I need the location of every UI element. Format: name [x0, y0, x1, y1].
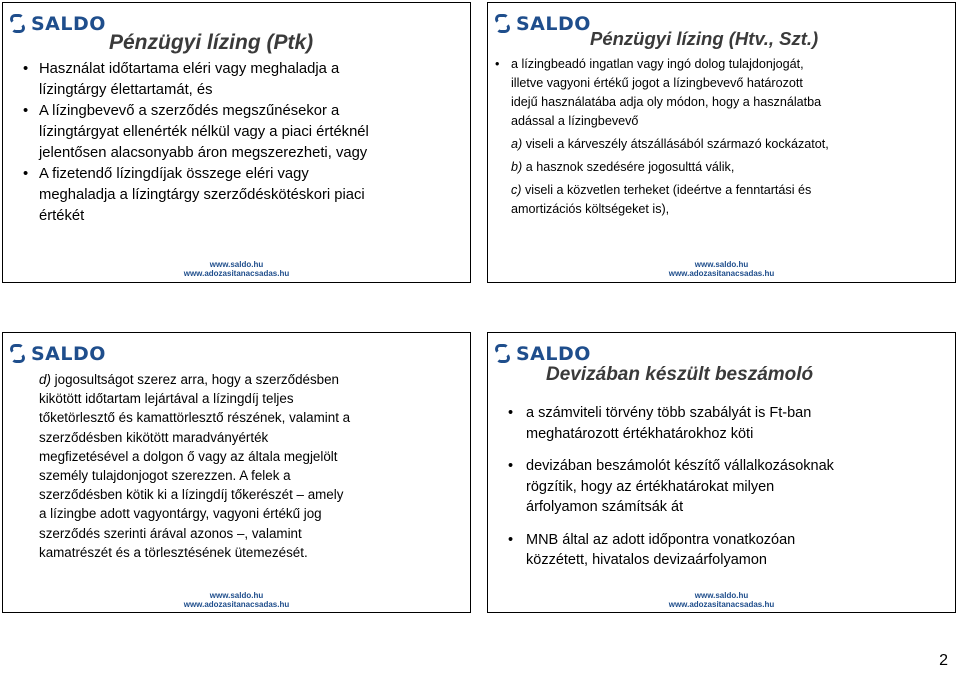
slide-title: Pénzügyi lízing (Ptk)	[109, 31, 314, 54]
footer	[488, 591, 955, 609]
saldo-logo	[9, 343, 106, 365]
item-marker: c)	[511, 183, 522, 197]
footer-link-adozas: www.adozasitanacsadas.hu	[668, 600, 775, 609]
footer-link-adozas: www.adozasitanacsadas.hu	[183, 269, 290, 278]
item-text: a hasznok szedésére jogosulttá válik,	[525, 160, 735, 174]
slide-title: Devizában készült beszámoló	[546, 364, 814, 385]
saldo-s-icon	[9, 14, 27, 34]
slide-htv	[487, 2, 956, 283]
footer-link-saldo: www.saldo.hu	[694, 591, 749, 600]
logo-text: SALDO	[31, 343, 106, 365]
slide-deviza	[487, 332, 956, 613]
saldo-logo	[494, 343, 591, 365]
footer-link-saldo: www.saldo.hu	[209, 260, 264, 269]
bullet-list	[495, 55, 830, 219]
footer	[3, 591, 470, 609]
saldo-logo	[494, 13, 591, 35]
list-item: • Használat időtartama eléri vagy meghaladja a lízingtárgy élettartamát, és	[23, 59, 373, 101]
saldo-s-icon	[9, 344, 27, 364]
list-item	[495, 55, 830, 219]
clause-paragraph	[39, 370, 351, 562]
slide-ptk	[2, 2, 471, 283]
logo-text: SALDO	[31, 13, 106, 35]
clause-marker: d)	[39, 372, 51, 387]
slide-d-clause	[2, 332, 471, 613]
clause-text: jogosultságot szerez arra, hogy a szerződésben kikötött időtartam lejártával a lízingdíj teljes tőketörlesztő és kamattörlesztő részének, valamint a szerződésben kikötött maradványérték megfizetésével a dolgon ő vagy az általa megjelölt személy tulajdonjogot szerezzen. A felek a szerződésben kötik ki a lízingdíj tőkerészét – amely a lízingbe adott vagyontárgy, vagyoni értékű jog szerződés szerinti árával azonos –, valamint kamatrészét és a törlesztésének ütemezését.	[39, 372, 351, 560]
item-text: viseli a közvetlen terheket (ideértve a fenntartási és amortizációs költségeket is),	[511, 183, 812, 216]
saldo-logo	[9, 13, 106, 35]
list-item: • a számviteli törvény több szabályát is Ft-ban meghatározott értékhatárokhoz köti	[508, 403, 848, 444]
footer-link-saldo: www.saldo.hu	[694, 260, 749, 269]
slide-title: Pénzügyi lízing (Htv., Szt.)	[590, 28, 819, 49]
footer	[488, 260, 955, 278]
item-c	[511, 181, 830, 219]
footer	[3, 260, 470, 278]
item-text: viseli a kárveszély átszállásából származó kockázatot,	[525, 137, 829, 151]
item-marker: a)	[511, 137, 523, 151]
item-a	[511, 135, 830, 154]
list-item: • A lízingbevevő a szerződés megszűnésekor a lízingtárgyat ellenérték nélkül vagy a piaci értéknél jelentősen alacsonyabb áron megszerezheti, vagy	[23, 101, 373, 164]
bullet-list	[508, 403, 848, 571]
list-item: • devizában beszámolót készítő vállalkozásoknak rögzítik, hogy az értékhatárokat milyen árfolyamon számítsák át	[508, 456, 848, 518]
footer-link-adozas: www.adozasitanacsadas.hu	[668, 269, 775, 278]
logo-text: SALDO	[516, 343, 591, 365]
footer-link-saldo: www.saldo.hu	[209, 591, 264, 600]
footer-link-adozas: www.adozasitanacsadas.hu	[183, 600, 290, 609]
page-number: 2	[939, 652, 948, 669]
saldo-s-icon	[494, 14, 512, 34]
logo-text: SALDO	[516, 13, 591, 35]
saldo-s-icon	[494, 344, 512, 364]
bullet-list	[23, 59, 373, 227]
intro-text: a lízingbeadó ingatlan vagy ingó dolog tulajdonjogát, illetve vagyoni értékű jogot a lízingbevevő határozott idejű használatába adja oly módon, hogy a használatba adással a lízingbevevő	[511, 57, 822, 128]
list-item: • MNB által az adott időpontra vonatkozóan közzétett, hivatalos devizaárfolyamon	[508, 530, 848, 571]
item-marker: b)	[511, 160, 523, 174]
list-item: • A fizetendő lízingdíjak összege eléri vagy meghaladja a lízingtárgy szerződéskötéskori piaci értékét	[23, 164, 373, 227]
item-b	[511, 158, 830, 177]
